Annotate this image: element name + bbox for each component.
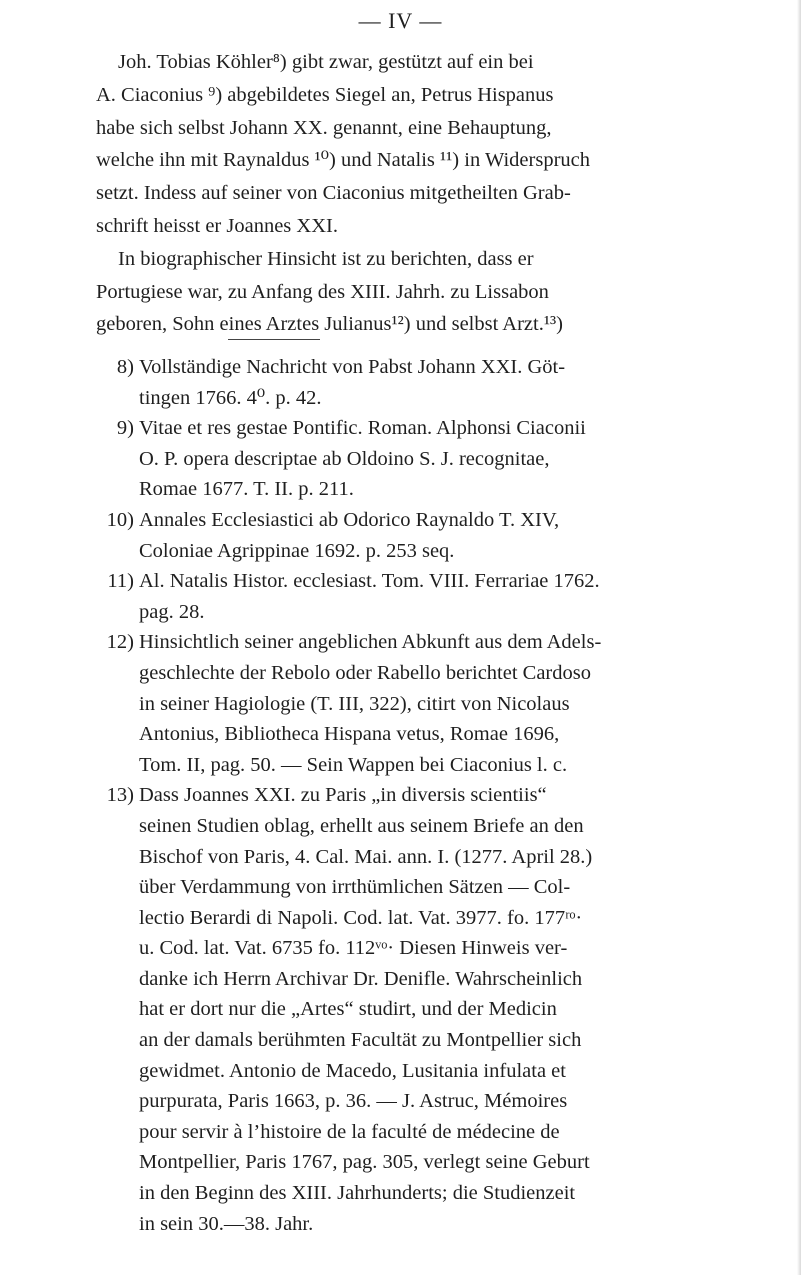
text-line: Joh. Tobias Köhler⁸) gibt zwar, gestützt auf ein bei [118,51,534,73]
footnote-line: purpurata, Paris 1663, p. 36. — J. Astruc, Mémoires [139,1090,568,1113]
footnote-13 [96,780,736,1239]
footnote-line: seinen Studien oblag, erhellt aus seinem Briefe an den [139,814,584,837]
footnote-number: 8) [116,356,134,378]
footnote-line: Vitae et res gestae Pontific. Roman. Alphonsi Ciaconii [139,417,586,440]
text-line: habe sich selbst Johann XX. genannt, eine Behauptung, [96,116,552,139]
footnote-8 [96,352,736,413]
footnote-line: tingen 1766. 4⁰. p. 42. [139,386,322,409]
footnote-line: über Verdammung von irrthümlichen Sätzen — Col- [139,876,571,899]
text-line: welche ihn mit Raynaldus ¹⁰) und Natalis ¹¹) in Widerspruch [96,149,591,172]
text-line: A. Ciaconius ⁹) abgebildetes Siegel an, Petrus Hispanus [96,83,554,106]
footnote-line: Hinsichtlich seiner angeblichen Abkunft aus dem Adels- [139,631,602,654]
footnote-line: an der damals berühmten Facultät zu Montpellier sich [139,1029,582,1052]
footnote-9 [96,413,736,505]
footnote-number: 11) [107,570,134,593]
text-line: schrift heisst er Joannes XXI. [96,214,338,237]
footnote-line: Annales Ecclesiastici ab Odorico Raynaldo T. XIV, [139,508,560,531]
footnote-separator [228,339,320,340]
footnote-line: in seiner Hagiologie (T. III, 322), citirt von Nicolaus [139,692,570,715]
text-line: geboren, Sohn eines Arztes Julianus¹²) und selbst Arzt.¹³) [96,313,563,336]
footnote-line: Antonius, Bibliotheca Hispana vetus, Romae 1696, [139,723,560,746]
footnote-line: danke ich Herrn Archivar Dr. Denifle. Wahrscheinlich [139,967,583,990]
footnote-line: Vollständige Nachricht von Pabst Johann XXI. Göt- [139,356,566,378]
footnotes [96,352,736,1239]
paragraph-2 [96,243,716,341]
footnote-line: in sein 30.—38. Jahr. [139,1212,314,1235]
footnote-number: 13) [106,784,134,807]
footnote-line: Romae 1677. T. II. p. 211. [139,478,354,501]
text-line: Portugiese war, zu Anfang des XIII. Jahrh. zu Lissabon [96,280,549,303]
footnote-line: pour servir à l’histoire de la faculté de médecine de [139,1120,560,1143]
footnote-line: u. Cod. lat. Vat. 6735 fo. 112ᵛᵒ· Diesen Hinweis ver- [139,937,568,960]
footnote-line: Montpellier, Paris 1767, pag. 305, verlegt seine Geburt [139,1151,590,1174]
paragraph-1 [96,46,716,243]
footnote-line: pag. 28. [139,600,205,623]
page-edge-shadow [797,0,801,1275]
footnote-line: hat er dort nur die „Artes“ studirt, und der Medicin [139,998,557,1021]
footnote-line: Coloniae Agrippinae 1692. p. 253 seq. [139,539,455,562]
footnote-line: in den Beginn des XIII. Jahrhunderts; die Studienzeit [139,1182,576,1205]
footnote-number: 12) [106,631,134,654]
page-number: — IV — [358,8,443,33]
footnote-10 [96,505,736,566]
footnote-line: Tom. II, pag. 50. — Sein Wappen bei Ciaconius l. c. [139,753,568,776]
text-line: setzt. Indess auf seiner von Ciaconius mitgetheilten Grab- [96,182,571,205]
text-line: In biographischer Hinsicht ist zu berichten, dass er [118,247,534,270]
footnote-line: O. P. opera descriptae ab Oldoino S. J. recognitae, [139,447,550,470]
footnote-line: Dass Joannes XXI. zu Paris „in diversis scientiis“ [139,784,547,807]
footnote-12 [96,627,736,780]
footnote-11 [96,566,736,627]
footnote-line: Bischof von Paris, 4. Cal. Mai. ann. I. (1277. April 28.) [139,845,593,868]
footnote-line: lectio Berardi di Napoli. Cod. lat. Vat. 3977. fo. 177ʳᵒ· [139,906,583,929]
footnote-number: 10) [106,508,134,531]
footnote-line: gewidmet. Antonio de Macedo, Lusitania infulata et [139,1059,566,1082]
footnote-line: Al. Natalis Histor. ecclesiast. Tom. VIII. Ferrariae 1762. [139,570,600,593]
main-text [96,46,716,341]
footnote-number: 9) [116,417,134,440]
footnote-line: geschlechte der Rebolo oder Rabello berichtet Cardoso [139,661,591,684]
